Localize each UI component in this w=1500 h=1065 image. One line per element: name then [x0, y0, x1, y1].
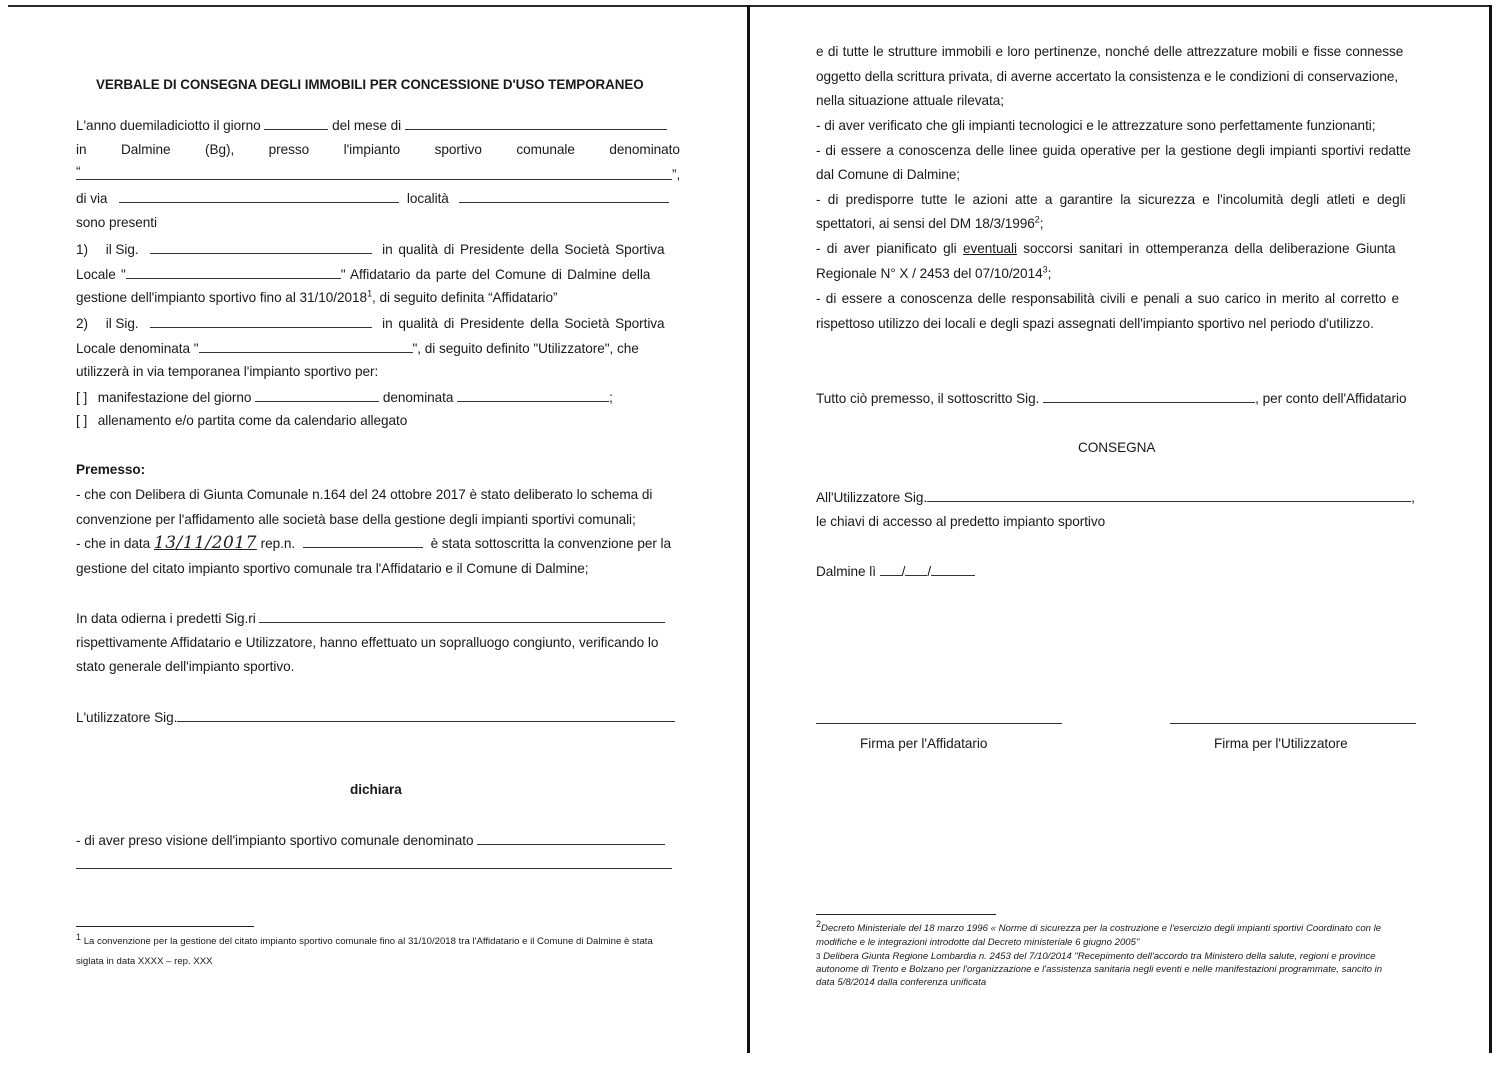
all-utilizzatore-line: All'Utilizzatore Sig. , — [816, 490, 1415, 505]
dichiara-line-1: - di aver preso visione dell'impianto sportivo comunale denominato — [76, 832, 665, 849]
footnote-3-line-2: autonome di Trento e Bolzano per l'organizzazione e l'assistenza sanitaria negli eventi e nelle manifestazioni programmate, sancito in — [816, 964, 1383, 975]
premesso-line-2: convenzione per l'affidamento alle società base della gestione degli impianti sportivi comunali; — [76, 512, 636, 527]
right-line-6: dal Comune di Dalmine; — [816, 167, 960, 182]
right-line-3: nella situazione attuale rilevata; — [816, 93, 1004, 108]
right-line-12: rispettoso utilizzo dei locali e degli spazi assegnati dell'impianto sportivo nel periodo d'utilizzo. — [816, 316, 1374, 331]
scan-frame-right — [1489, 5, 1492, 1053]
affidatario-sig-field[interactable] — [1043, 390, 1255, 403]
signature-label-utilizzatore: Firma per l'Utilizzatore — [1214, 736, 1348, 751]
intro-line-1: L'anno duemiladiciotto il giorno del mese di — [76, 117, 667, 134]
right-line-10: Regionale N° X / 2453 del 07/10/2014$^3$; — [816, 264, 1052, 281]
sono-presenti: sono presenti — [76, 215, 157, 230]
handwritten-date: 13/11/2017 — [153, 533, 257, 553]
right-line-2: oggetto della scrittura privata, di averne accertato la consistenza e le condizioni di conservazione, — [816, 69, 1399, 84]
signatories-field[interactable] — [259, 610, 665, 623]
footnote-2-line-2: modifiche e le integrazioni introdotte dal Decreto ministeriale 6 giugno 2005" — [816, 937, 1140, 948]
signature-line-affidatario[interactable] — [816, 723, 1062, 724]
sopralluogo-line-2: rispettivamente Affidatario e Utilizzatore, hanno effettuato un sopralluogo congiunto, verificando lo — [76, 635, 659, 650]
premesso-sottoscritto-line: Tutto ciò premesso, il sottoscritto Sig. , per conto dell'Affidatario — [816, 391, 1407, 406]
footnote-ref-3[interactable]: 3 — [1042, 264, 1048, 275]
footnote-3-line-1: 3 Delibera Giunta Regione Lombardia n. 2453 del 7/10/2014 "Recepimento dell'accordo tra Ministero della salute, regioni e province — [816, 951, 1376, 962]
right-line-8: spettatori, ai sensi del DM 18/3/1996$^2$; — [816, 214, 1044, 231]
right-line-4: - di aver verificato che gli impianti tecnologici e le attrezzature sono perfettamente funzionanti; — [816, 118, 1376, 133]
manifestazione-checkbox[interactable]: [ ] — [76, 390, 88, 405]
close-quote: ”, — [672, 167, 681, 182]
date-day-field[interactable] — [880, 563, 902, 576]
footnote-ref-1[interactable]: 1 — [367, 288, 373, 299]
party1-line-2: Locale " " Affidatario da parte del Comune di Dalmine della — [76, 267, 651, 282]
party1-line-3: gestione dell'impianto sportivo fino al 31/10/2018$^1$, di seguito definita “Affidatario” — [76, 288, 558, 305]
party2-name-field[interactable] — [150, 315, 372, 328]
month-field[interactable] — [405, 117, 667, 130]
party2-line-1: 2) il Sig. in qualità di Presidente della Società Sportiva — [76, 316, 665, 331]
footnote-3-line-3: data 5/8/2014 dalla conferenza unificata — [816, 977, 987, 988]
party1-society-field[interactable] — [126, 266, 341, 279]
footnote-separator-right — [816, 914, 996, 915]
party2-line-3: utilizzerà in via temporanea l'impianto sportivo per: — [76, 364, 379, 379]
facility-viewed-field-cont[interactable] — [76, 868, 672, 869]
right-line-11: - di essere a conoscenza delle responsabilità civili e penali a suo carico in merito al corretto e — [816, 291, 1399, 306]
page-divider — [747, 5, 750, 1053]
premesso-line-1: - che con Delibera di Giunta Comunale n.164 del 24 ottobre 2017 è stato deliberato lo schema di — [76, 487, 653, 502]
utilizzatore-name-field[interactable] — [177, 709, 675, 722]
right-line-9: - di aver pianificato gli eventuali soccorsi sanitari in ottemperanza della deliberazione Giunta — [816, 241, 1396, 256]
utilizzatore-recipient-field[interactable] — [927, 489, 1411, 502]
consegna-heading: CONSEGNA — [1078, 440, 1156, 455]
street-field[interactable] — [119, 190, 399, 203]
document-title: VERBALE DI CONSEGNA DEGLI IMMOBILI PER CONCESSIONE D'USO TEMPORANEO — [96, 77, 644, 92]
open-quote: “ — [76, 164, 81, 179]
right-line-5: - di essere a conoscenza delle linee guida operative per la gestione degli impianti sportivi redatte — [816, 143, 1411, 158]
footnote-separator — [76, 926, 254, 927]
event-name-field[interactable] — [457, 389, 609, 402]
facility-viewed-field[interactable] — [477, 832, 665, 845]
day-field[interactable] — [264, 117, 328, 130]
event-date-field[interactable] — [255, 389, 379, 402]
footnote-ref-2[interactable]: 2 — [1034, 214, 1040, 225]
party2-line-2: Locale denominata " ", di seguito definito "Utilizzatore", che — [76, 341, 639, 356]
party2-society-field[interactable] — [199, 340, 413, 353]
footnote-1-line-2: siglata in data XXXX – rep. XXX — [76, 956, 213, 967]
facility-name-field[interactable] — [76, 179, 672, 180]
intro-line-4: di via località — [76, 190, 669, 207]
allenamento-checkbox[interactable]: [ ] — [76, 413, 88, 428]
date-year-field[interactable] — [931, 563, 975, 576]
chiavi-line: le chiavi di accesso al predetto impianto sportivo — [816, 514, 1106, 529]
utilizzatore-line: L'utilizzatore Sig. — [76, 709, 675, 726]
locality-field[interactable] — [459, 190, 669, 203]
right-line-1: e di tutte le strutture immobili e loro pertinenze, nonché delle attrezzature mobili e fisse connesse — [816, 44, 1404, 59]
dalmine-date-line: Dalmine lì / / — [816, 563, 975, 580]
date-month-field[interactable] — [905, 563, 927, 576]
signature-line-utilizzatore[interactable] — [1170, 723, 1416, 724]
party1-line-1: 1) il Sig. in qualità di Presidente della Società Sportiva — [76, 242, 665, 257]
signature-label-affidatario: Firma per l'Affidatario — [860, 736, 988, 751]
option-manifestazione: [ ] manifestazione del giorno denominata ; — [76, 390, 613, 405]
premesso-heading: Premesso: — [76, 462, 146, 477]
footnote-2-line-1: 2Decreto Ministeriale del 18 marzo 1996 « Norme di sicurezza per la costruzione e l'esercizio degli impianti sportivi Coordinato con le — [816, 918, 1382, 934]
premesso-line-3: - che in data 13/11/2017 rep.n. è stata sottoscritta la convenzione per la — [76, 533, 672, 553]
footnote-1-line-1: 1 La convenzione per la gestione del citato impianto sportivo comunale fino al 31/10/2018 tra l'Affidatario e il Comune di Dalmine è stata — [76, 931, 653, 947]
party1-name-field[interactable] — [150, 241, 372, 254]
dichiara-heading: dichiara — [350, 782, 402, 797]
premesso-line-4: gestione del citato impianto sportivo comunale tra l'Affidatario e il Comune di Dalmine; — [76, 561, 589, 576]
sopralluogo-line-3: stato generale dell'impianto sportivo. — [76, 659, 295, 674]
intro-line-2: in Dalmine (Bg), presso l'impianto sportivo comunale denominato — [76, 142, 680, 157]
rep-number-field[interactable] — [303, 535, 423, 548]
right-line-7: - di predisporre tutte le azioni atte a garantire la sicurezza e l'incolumità degli atleti e degli — [816, 192, 1406, 207]
option-allenamento: [ ] allenamento e/o partita come da calendario allegato — [76, 413, 408, 428]
sopralluogo-line-1: In data odierna i predetti Sig.ri — [76, 610, 665, 627]
